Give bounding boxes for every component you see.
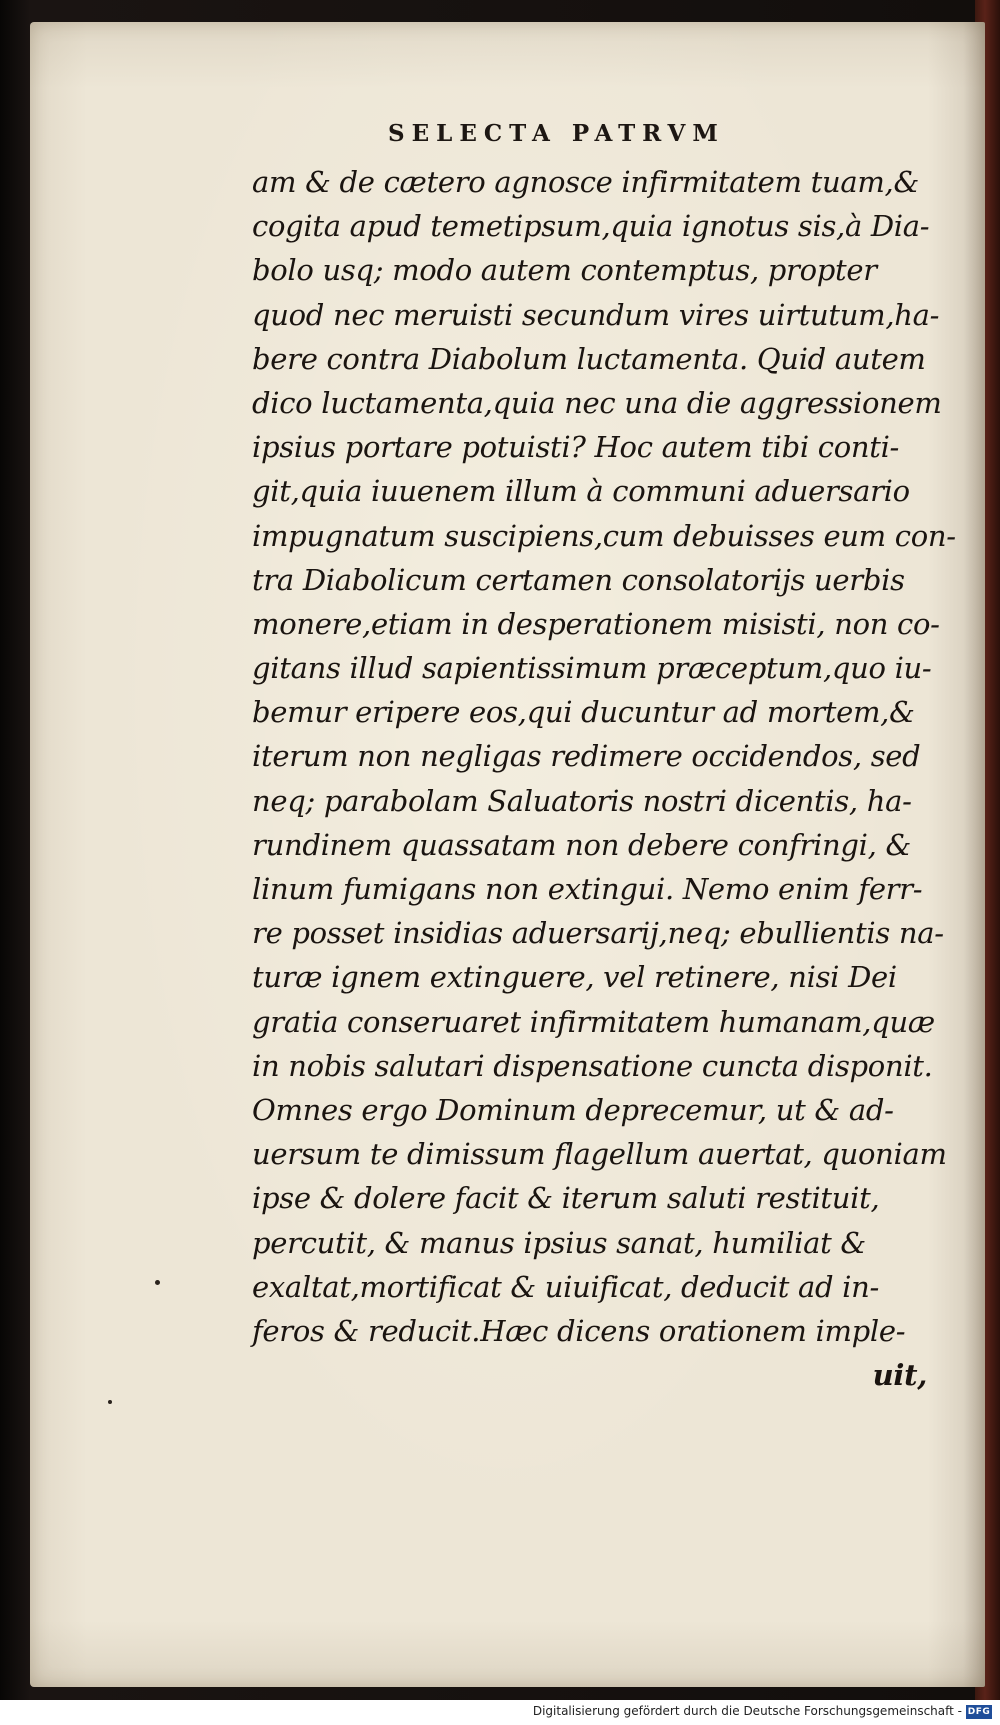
ink-spot xyxy=(108,1400,112,1404)
text-line: percutit, & manus ipsius sanat, humiliat & xyxy=(252,1225,866,1260)
text-line: rundinem quassatam non debere confringi, & xyxy=(252,827,912,862)
text-line: impugnatum suscipiens,cum debuisses eum con- xyxy=(252,518,956,553)
text-line: dico luctamenta,quia nec una die aggressionem xyxy=(252,385,942,420)
text-line: re posset insidias aduersarij,neq; ebullientis na- xyxy=(252,916,944,951)
text-line: git,quia iuuenem illum à communi aduersario xyxy=(252,474,910,509)
text-line: ipse & dolere facit & iterum saluti restituit, xyxy=(252,1181,880,1216)
digitization-footer xyxy=(0,1700,1000,1725)
text-line: exaltat,mortificat & uiuificat, deducit ad in- xyxy=(252,1269,880,1304)
text-line: linum fumigans non extingui. Nemo enim ferr- xyxy=(252,872,923,906)
text-line: cogita apud temetipsum,quia ignotus sis,à Dia- xyxy=(252,209,930,244)
text-line: monere,etiam in desperationem misisti, non co- xyxy=(252,606,940,641)
text-line: tra Diabolicum certamen consolatorijs uerbis xyxy=(252,562,905,597)
dfg-logo: DFG xyxy=(967,1707,991,1717)
catchword: uit, xyxy=(872,1358,927,1393)
text-line: bere contra Diabolum luctamenta. Quid autem xyxy=(252,341,926,376)
text-line: quod nec meruisti secundum vires uirtutum,ha- xyxy=(252,297,940,332)
footer-credit: Digitalisierung gefördert durch die Deutsche Forschungsgemeinschaft - xyxy=(532,1704,962,1718)
running-head: SELECTA PATRVM xyxy=(388,120,725,147)
text-line: neq; parabolam Saluatoris nostri dicentis, ha- xyxy=(252,783,912,818)
text-line: Omnes ergo Dominum deprecemur, ut & ad- xyxy=(252,1092,894,1127)
text-line: gitans illud sapientissimum præceptum,quo iu- xyxy=(252,651,932,686)
text-line: gratia conseruaret infirmitatem humanam,quæ xyxy=(252,1004,935,1039)
text-line: am & de cætero agnosce infirmitatem tuam,& xyxy=(252,165,919,199)
ink-spot xyxy=(155,1280,160,1285)
text-line: iterum non negligas redimere occidendos, sed xyxy=(252,739,921,774)
body-text xyxy=(252,160,956,1397)
page-fold-shadow xyxy=(963,22,985,1687)
text-line: bemur eripere eos,qui ducuntur ad mortem,& xyxy=(252,695,915,730)
text-line: ipsius portare potuisti? Hoc autem tibi conti- xyxy=(252,430,900,465)
text-line: feros & reducit.Hæc dicens orationem imple- xyxy=(252,1313,906,1348)
text-line: turæ ignem extinguere, vel retinere, nisi Dei xyxy=(252,960,897,995)
text-line: bolo usq; modo autem contemptus, propter xyxy=(252,253,877,288)
text-line: uersum te dimissum flagellum auertat, quoniam xyxy=(252,1137,947,1172)
text-line: in nobis salutari dispensatione cuncta disponit. xyxy=(252,1048,933,1083)
